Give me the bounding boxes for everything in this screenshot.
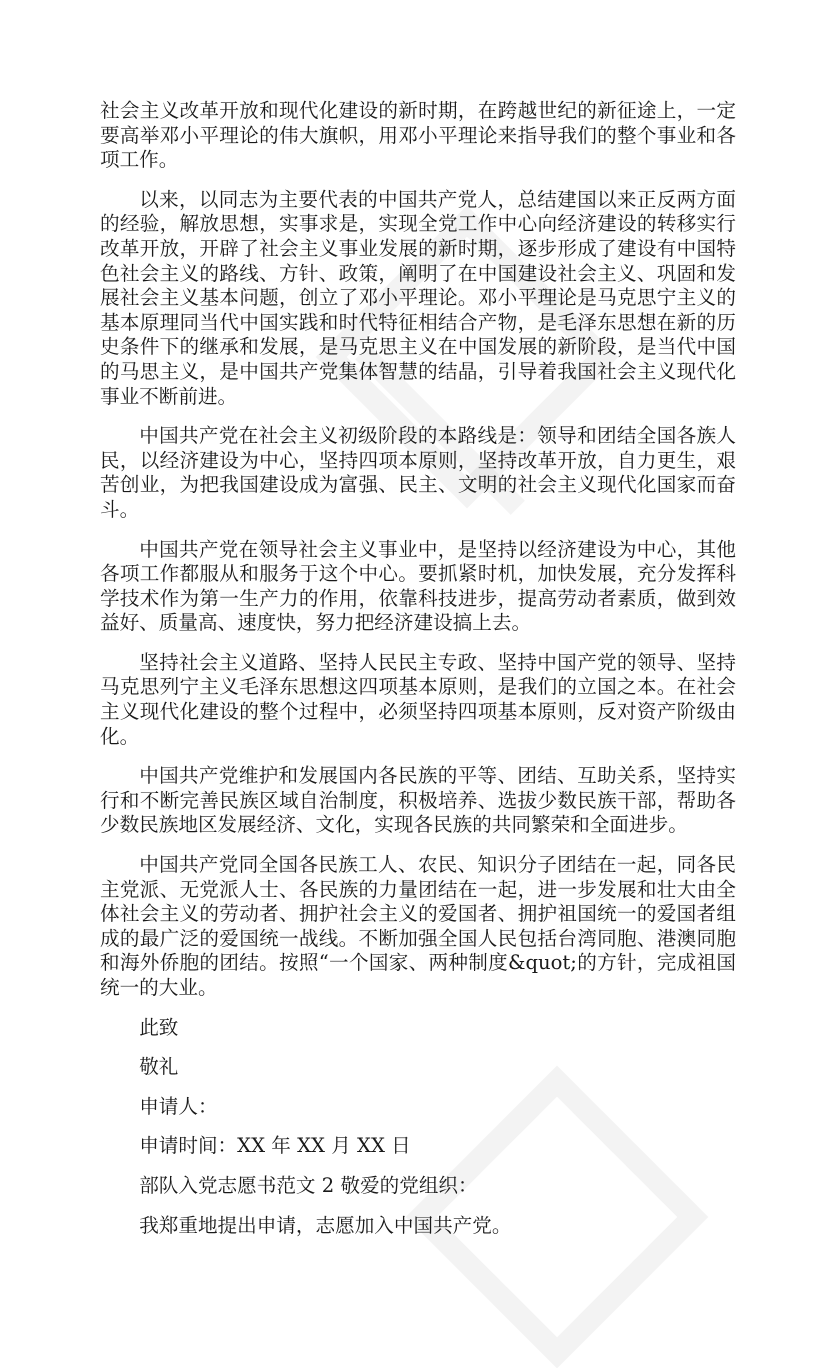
paragraph-1: 社会主义改革开放和现代化建设的新时期，在跨越世纪的新征途上，一定要高举邓小平理论的伟大旗帜，用邓小平理论来指导我们的整个事业和各项工作。	[100, 99, 736, 172]
paragraph-7: 中国共产党同全国各民族工人、农民、知识分子团结在一起，同各民主党派、无党派人士、各民族的力量团结在一起，进一步发展和壮大由全体社会主义的劳动者、拥护社会主义的爱国者、拥护祖国统一的爱国者组成的最广泛的爱国统一战线。不断加强全国人民包括台湾同胞、港澳同胞和海外侨胞的团结。按照“一个国家、两种制度&quot;的方针，完成祖国统一的大业。	[100, 853, 736, 999]
applicant-label: 申请人：	[139, 1094, 218, 1118]
salutation-cizhi: 此致	[139, 1015, 179, 1039]
next-sample-title: 部队入党志愿书范文 2 敬爱的党组织：	[139, 1173, 478, 1197]
document-body	[100, 99, 736, 1253]
next-sample-first-line: 我郑重地提出申请，志愿加入中国共产党。	[139, 1213, 512, 1237]
salutation-jingli: 敬礼	[139, 1055, 179, 1079]
paragraph-3: 中国共产党在社会主义初级阶段的本路线是：领导和团结全国各族人民，以经济建设为中心，坚持四项本原则，坚持改革开放，自力更生，艰苦创业，为把我国建设成为富强、民主、文明的社会主义现代化国家而奋斗。	[100, 424, 736, 521]
paragraph-2: 以来，以同志为主要代表的中国共产党人，总结建国以来正反两方面的经验，解放思想，实事求是，实现全党工作中心向经济建设的转移实行改革开放，开辟了社会主义事业发展的新时期，逐步形成了建设有中国特色社会主义的路线、方针、政策，阐明了在中国建设社会主义、巩固和发展社会主义基本问题，创立了邓小平理论。邓小平理论是马克思宁主义的基本原理同当代中国实践和时代特征相结合产物，是毛泽东思想在新的历史条件下的继承和发展，是马克思主义在中国发展的新阶段，是当代中国的马思主义，是中国共产党集体智慧的结晶，引导着我国社会主义现代化事业不断前进。	[100, 187, 736, 408]
paragraph-5: 坚持社会主义道路、坚持人民民主专政、坚持中国产党的领导、坚持马克思列宁主义毛泽东思想这四项基本原则，是我们的立国之本。在社会主义现代化建设的整个过程中，必须坚持四项基本原则，反对资产阶级由化。	[100, 650, 736, 748]
application-date: 申请时间：XX 年 XX 月 XX 日	[139, 1134, 411, 1158]
paragraph-6: 中国共产党维护和发展国内各民族的平等、团结、互助关系，坚持实行和不断完善民族区域自治制度，积极培养、选拔少数民族干部，帮助各少数民族地区发展经济、文化，实现各民族的共同繁荣和全面进步。	[100, 764, 736, 837]
paragraph-4: 中国共产党在领导社会主义事业中，是坚持以经济建设为中心，其他各项工作都服从和服务于这个中心。要抓紧时机，加快发展，充分发挥科学技术作为第一生产力的作用，依靠科技进步，提高劳动者素质，做到效益好、质量高、速度快，努力把经济建设搞上去。	[100, 537, 736, 635]
